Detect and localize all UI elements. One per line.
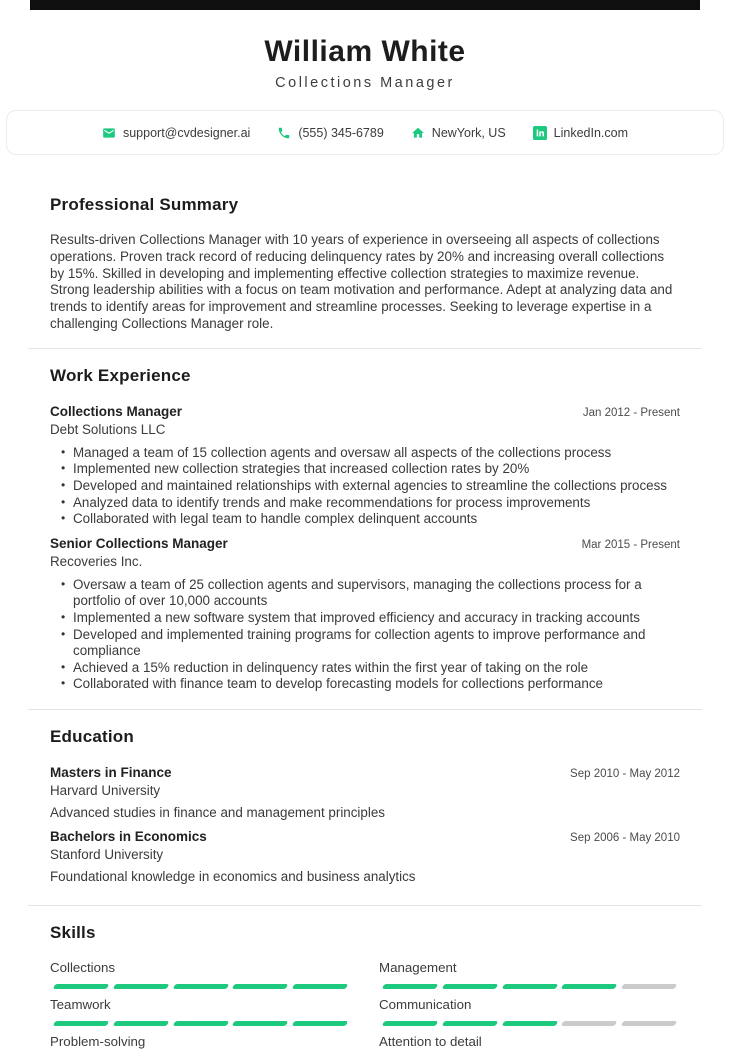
skill-segment-filled [53,1021,109,1026]
email-icon [102,126,116,140]
education-entry [50,765,680,821]
job-bullet: • Managed a team of 15 collection agents and oversaw all aspects of the collections process [60,445,680,462]
candidate-job-title: Collections Manager [275,75,455,91]
skills-grid [50,960,680,1063]
skill-name: Management [379,959,457,975]
job-bullet: • Collaborated with legal team to handle complex delinquent accounts [60,511,680,528]
skill-segment-empty [621,1021,677,1026]
skill-name: Communication [379,996,472,1012]
skill-bar [50,984,351,989]
job-bullet: • Developed and maintained relationships with external agencies to streamline the collections process [60,478,680,495]
skill-segment-empty [621,984,677,989]
skill-item [379,997,680,1026]
skill-item [379,960,680,989]
job-bullet: • Oversaw a team of 25 collection agents and supervisors, managing the collections process for a portfolio of over 10,000 accounts [60,577,680,610]
contact-bar [6,110,724,155]
job-bullet: • Analyzed data to identify trends and make recommendations for process improvements [60,495,680,512]
skill-segment-empty [561,1021,617,1026]
education-description: Foundational knowledge in economics and business analytics [50,868,416,884]
education-entry [50,829,680,885]
job-bullet-list [60,445,680,528]
job-bullet: • Achieved a 15% reduction in delinquency rates within the first year of taking on the role [60,660,680,677]
job-company: Debt Solutions LLC [50,421,166,437]
job-bullet: • Collaborated with finance team to develop forecasting models for collections performance [60,676,680,693]
school-name: Harvard University [50,782,161,798]
contact-item[interactable] [277,126,383,140]
education-heading: Education [50,726,134,746]
phone-icon [277,126,291,140]
job-entry [50,404,680,528]
top-accent-bar [30,0,700,10]
job-title: Senior Collections Manager [50,535,228,551]
education-description: Advanced studies in finance and management principles [50,804,385,820]
contact-text: support@cvdesigner.ai [122,125,251,140]
skill-bar [379,1058,680,1063]
linkedin-icon [533,126,547,140]
job-company: Recoveries Inc. [50,553,143,569]
skill-item [50,997,351,1026]
job-list [50,404,680,693]
skill-segment-filled [441,984,497,989]
job-entry [50,536,680,693]
skill-segment-filled [292,984,348,989]
job-title: Collections Manager [50,403,183,419]
degree-name: Bachelors in Economics [50,828,207,844]
contact-text: LinkedIn.com [553,125,629,140]
skill-bar [50,1058,351,1063]
skills-heading: Skills [50,922,96,942]
skill-bar [379,1021,680,1026]
section-divider [28,348,702,349]
job-bullet: • Implemented new collection strategies that increased collection rates by 20% [60,461,680,478]
contact-text: (555) 345-6789 [298,125,384,140]
skill-bar [379,984,680,989]
skill-segment-filled [501,1021,557,1026]
skill-segment-filled [172,984,228,989]
skill-item [379,1034,680,1063]
school-name: Stanford University [50,846,164,862]
education-list [50,765,680,885]
skill-segment-filled [53,984,109,989]
skill-segment-filled [441,1021,497,1026]
job-dates: Jan 2012 - Present [582,406,680,419]
job-bullet: • Developed and implemented training programs for collection agents to improve performance and compliance [60,627,680,660]
contact-item[interactable] [102,126,250,140]
work-experience-heading: Work Experience [50,365,191,385]
skill-name: Attention to detail [379,1033,482,1049]
summary-heading: Professional Summary [50,195,239,214]
skill-segment-filled [382,1021,438,1026]
skill-segment-filled [292,1021,348,1026]
candidate-name: William White [264,35,466,68]
skill-item [50,960,351,989]
contact-item[interactable] [533,126,628,140]
education-dates: Sep 2010 - May 2012 [570,767,680,780]
location-icon [411,126,425,140]
skill-segment-filled [232,984,288,989]
skill-segment-filled [232,1021,288,1026]
education-dates: Sep 2006 - May 2010 [570,831,680,844]
section-divider [28,709,702,710]
job-bullet-list [60,577,680,693]
job-bullet: • Implemented a new software system that improved efficiency and accuracy in tracking accounts [60,610,680,627]
skill-segment-filled [561,984,617,989]
skill-segment-filled [501,984,557,989]
contact-item[interactable] [411,126,506,140]
skill-segment-filled [382,984,438,989]
section-divider [28,905,702,906]
contact-text: NewYork, US [431,125,506,140]
skill-segment-filled [112,984,168,989]
skill-name: Teamwork [50,996,111,1012]
summary-text: Results-driven Collections Manager with 10 years of experience in overseeing all aspects of collections operations. Proven track record of reducing delinquency rates by 20% and increasing overall collections by 15%. Skilled in developing and implementing effective collection strategies to maximize revenue. Strong leadership abilities with a focus on team motivation and performance. Adept at analyzing data and trends to identify areas for improvement and streamline processes. Seeking to leverage expertise in a challenging Collections Manager role. [50,232,673,331]
degree-name: Masters in Finance [50,764,172,780]
skill-name: Problem-solving [50,1033,146,1049]
skill-segment-filled [172,1021,228,1026]
job-dates: Mar 2015 - Present [581,538,680,551]
skill-bar [50,1021,351,1026]
skill-name: Collections [50,959,116,975]
skill-item [50,1034,351,1063]
skill-segment-filled [112,1021,168,1026]
